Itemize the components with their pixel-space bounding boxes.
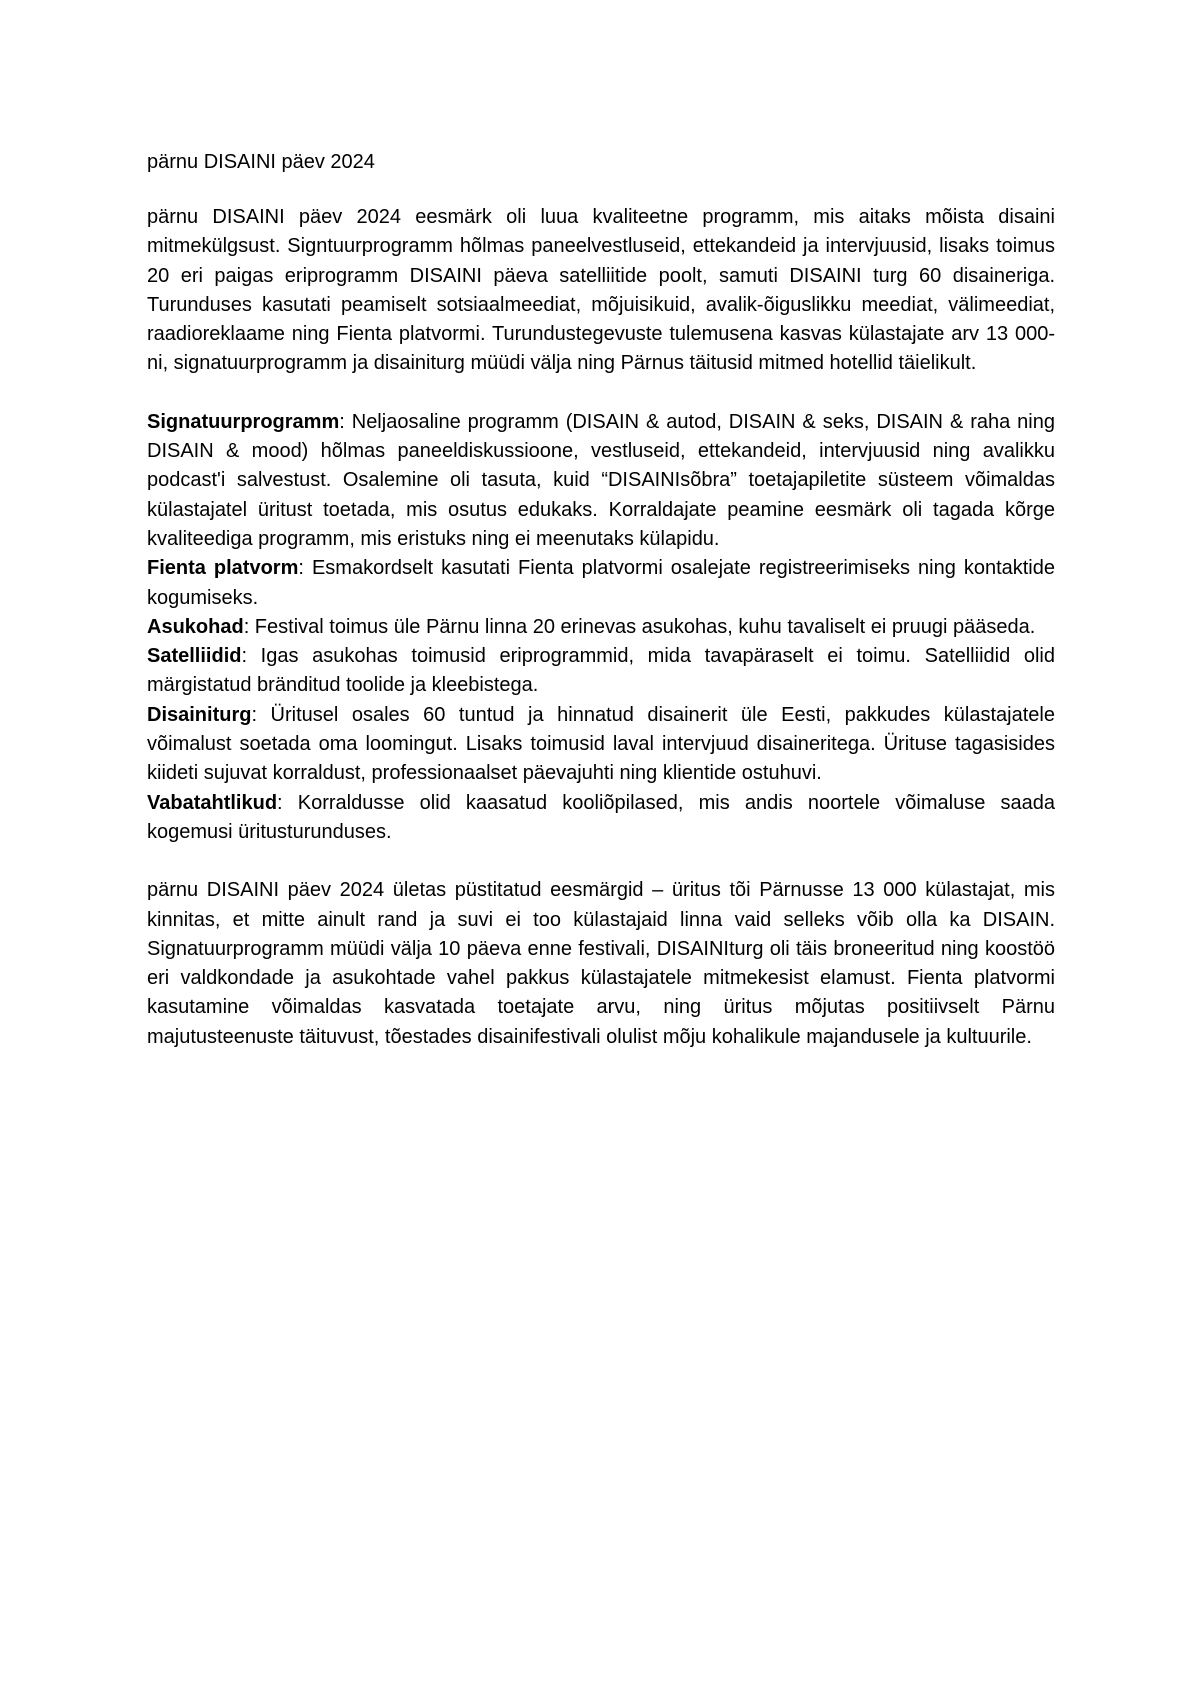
highlight-term: Disainiturg <box>147 703 252 726</box>
highlight-item <box>147 701 1055 789</box>
highlight-text: : Neljaosaline programm (DISAIN & autod, DISAIN & seks, DISAIN & raha ning DISAIN & mood) hõlmas paneeldiskussioone, vestluseid, ettekandeid, intervjuusid ning avalikku podcast'i salvestust. Osalemine oli tasuta, kuid “DISAINIsõbra” toetajapiletite süsteem võimaldas külastajatel üritust toetada, mis osutus edukaks. Korraldajate peamine eesmärk oli tagada kõrge kvaliteediga programm, mis eristuks ning ei meenutaks külapidu. <box>147 410 1055 550</box>
highlight-item <box>147 408 1055 554</box>
highlight-item <box>147 789 1055 848</box>
highlight-text: : Festival toimus üle Pärnu linna 20 erinevas asukohas, kuhu tavaliselt ei pruugi pääseda. <box>243 615 1036 638</box>
highlight-text: : Esmakordselt kasutati Fienta platvormi osalejate registreerimiseks ning kontaktide kogumiseks. <box>147 557 1055 609</box>
highlight-term: Satelliidid <box>147 645 242 668</box>
document-page <box>147 148 1055 1052</box>
conclusion-paragraph: pärnu DISAINI päev 2024 ületas püstitatud eesmärgid – üritus tõi Pärnusse 13 000 külastajat, mis kinnitas, et mitte ainult rand ja suvi ei too külastajaid linna vaid selleks võib olla ka DISAIN. Signatuurprogramm müüdi välja 10 päeva enne festivali, DISAINIturg oli täis broneeritud ning koostöö eri valdkondade ja asukohtade vahel pakkus külastajatele mitmekesist elamust. Fienta platvormi kasutamine võimaldas kasvatada toetajate arvu, ning üritus mõjutas positiivselt Pärnu majutusteenuste täituvust, tõestades disainifestivali olulist mõju kohalikule majandusele ja kultuurile. <box>147 879 1055 1048</box>
highlight-term: Signatuurprogramm <box>147 410 340 433</box>
highlight-item <box>147 642 1055 701</box>
highlight-text: : Korraldusse olid kaasatud kooliõpilased, mis andis noortele võimaluse saada kogemusi üritusturunduses. <box>147 791 1055 843</box>
document-title: pärnu DISAINI päev 2024 <box>147 151 375 173</box>
highlight-term: Vabatahtlikud <box>147 791 278 814</box>
highlight-item <box>147 554 1055 613</box>
highlights-list <box>147 408 1055 847</box>
highlight-term: Fienta platvorm <box>147 557 299 580</box>
highlight-term: Asukohad <box>147 615 244 638</box>
intro-paragraph: pärnu DISAINI päev 2024 eesmärk oli luua kvaliteetne programm, mis aitaks mõista disaini mitmekülgsust. Signtuurprogramm hõlmas paneelvestluseid, ettekandeid ja intervjuusid, lisaks toimus 20 eri paigas eriprogramm DISAINI päeva satelliitide poolt, samuti DISAINI turg 60 disaineriga. Turunduses kasutati peamiselt sotsiaalmeediat, mõjuisikuid, avalik-õiguslikku meediat, välimeediat, raadioreklaame ning Fienta platvormi. Turundustegevuste tulemusena kasvas külastajate arv 13 000-ni, signatuurprogramm ja disainiturg müüdi välja ning Pärnus täitusid mitmed hotellid täielikult. <box>147 206 1055 375</box>
highlight-text: : Üritusel osales 60 tuntud ja hinnatud disainerit üle Eesti, pakkudes külastajatele võimalust soetada oma loomingut. Lisaks toimusid laval intervjuud disaineritega. Ürituse tagasisides kiideti sujuvat korraldust, professionaalset päevajuhti ning klientide ostuhuvi. <box>147 703 1055 785</box>
highlight-text: : Igas asukohas toimusid eriprogrammid, mida tavapäraselt ei toimu. Satelliidid olid märgistatud bränditud toolide ja kleebistega. <box>147 645 1055 697</box>
highlight-item <box>147 613 1055 642</box>
